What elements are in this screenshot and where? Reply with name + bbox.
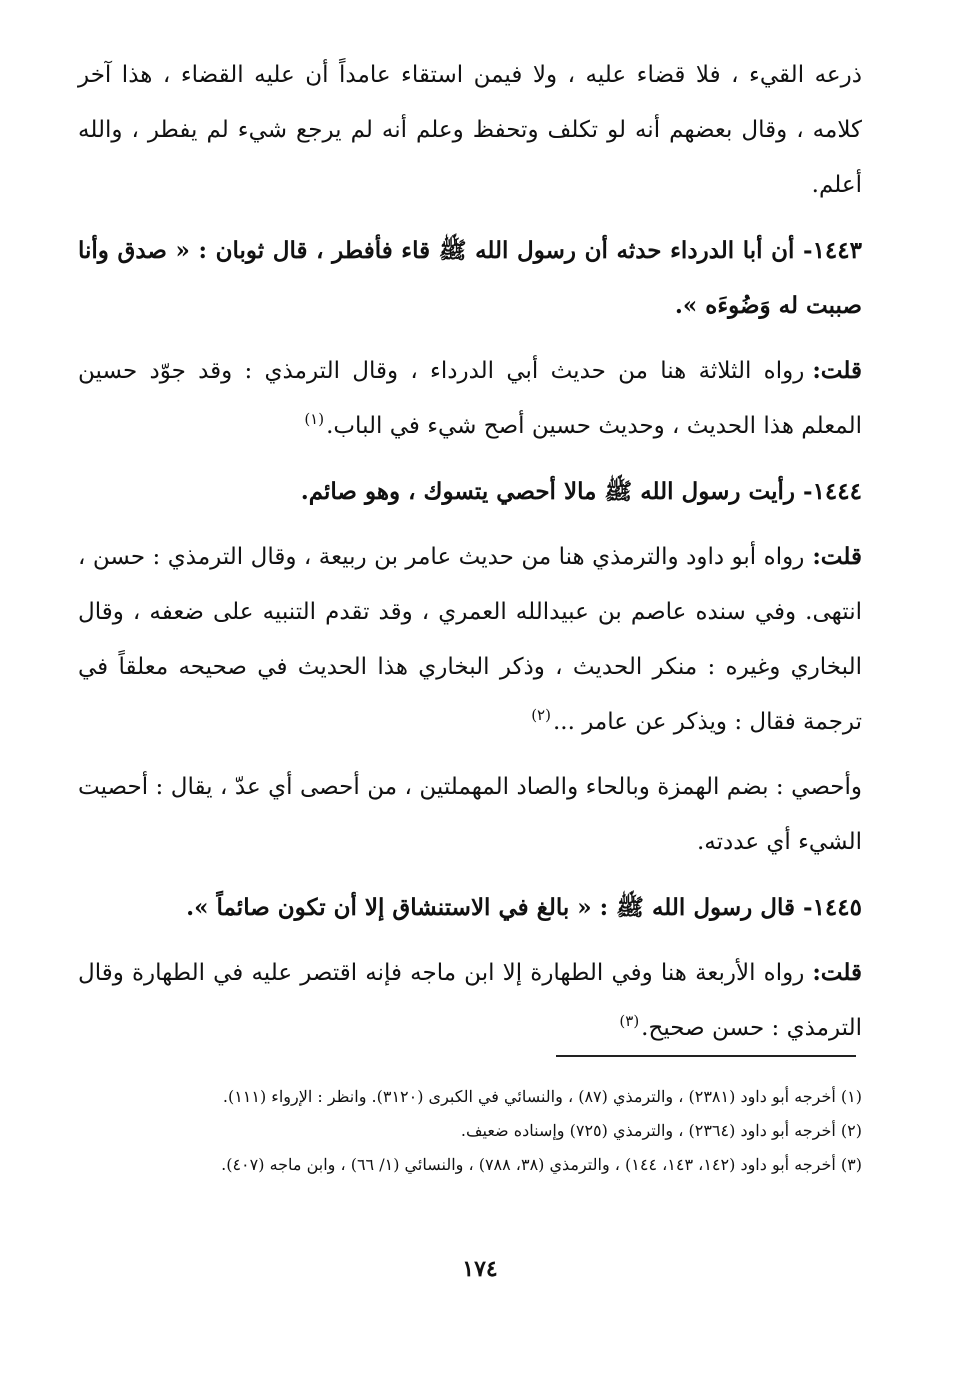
qultu-label: قلت: [812, 959, 862, 986]
hadith-1445 [78, 880, 862, 935]
paragraph-1 [78, 48, 862, 213]
hadith-text: ١٤٤٣- أن أبا الدرداء حدثه أن رسول الله ﷺ قاء فأفطر ، قال ثوبان : « صدق وأنا صببت له وَضُوءَه ». [78, 237, 862, 319]
hadith-text: ١٤٤٤- رأيت رسول الله ﷺ مالا أحصي يتسوك ، وهو صائم. [300, 478, 862, 505]
paragraph-text: رواه الثلاثة هنا من حديث أبي الدرداء ، وقال الترمذي : وقد جوّد حسين المعلم هذا الحديث ، وحديث حسين أصح شيء في الباب. [78, 358, 862, 439]
hadith-1444 [78, 464, 862, 519]
paragraph-text: رواه الأربعة هنا وفي الطهارة إلا ابن ماجه فإنه اقتصر عليه في الطهارة وقال الترمذي : حسن صحيح. [78, 960, 862, 1041]
footnote-2: (٢) أخرجه أبو داود (٢٣٦٤) ، والترمذي (٧٢٥) وإسناده ضعيف. [460, 1121, 862, 1140]
footnote-ref: (٣) [619, 1012, 640, 1031]
hadith-text: ١٤٤٥- قال رسول الله ﷺ : « بالغ في الاستنشاق إلا أن تكون صائماً ». [186, 894, 862, 921]
paragraph-text: وأحصي : بضم الهمزة وبالحاء والصاد المهملتين ، من أحصى أي عدّ ، يقال : أحصيت الشيء أي عددته. [78, 774, 862, 855]
footnote-ref: (٢) [531, 706, 551, 725]
footnote-divider [556, 1055, 856, 1057]
paragraph-text: ذرعه القيء ، فلا قضاء عليه ، ولا فيمن استقاء عامداً أن عليه القضاء ، هذا آخر كلامه ، وقال بعضهم أنه لو تكلف وتحفظ وعلم أنه لم يرجع شيء لم يفطر ، والله أعلم. [78, 62, 862, 198]
hadith-1443 [78, 223, 862, 333]
paragraph-8 [78, 945, 862, 1056]
paragraph-6 [78, 760, 862, 870]
footnote-1: (١) أخرجه أبو داود (٢٣٨١) ، والترمذي (٨٧) ، والنسائي في الكبرى (٣١٢٠). وانظر : الإرواء (١١١). [222, 1087, 862, 1106]
paragraph-text: رواه أبو داود والترمذي هنا من حديث عامر بن ربيعة ، وقال الترمذي : حسن ، انتهى. وفي سنده عاصم بن عبيدالله العمري ، وقد تقدم التنبيه على ضعفه ، وقال البخاري وغيره : منكر الحديث ، وذكر البخاري هذا الحديث في صحيحه معلقاً في ترجمة فقال : ويذكر عن عامر ... [78, 544, 862, 735]
main-text [78, 48, 862, 1066]
paragraph-5 [78, 529, 862, 750]
footnote-3: (٣) أخرجه أبو داود (١٤٢، ١٤٣، ١٤٤) ، والترمذي (٣٨، ٧٨٨) ، والنسائي (١/ ٦٦) ، وابن ماجه (٤٠٧). [221, 1155, 862, 1174]
footnotes [80, 1080, 862, 1182]
paragraph-3 [78, 343, 862, 454]
qultu-label: قلت: [812, 357, 862, 384]
qultu-label: قلت: [812, 543, 862, 570]
page-number: ١٧٤ [462, 1256, 498, 1282]
footnote-ref: (١) [304, 410, 325, 429]
